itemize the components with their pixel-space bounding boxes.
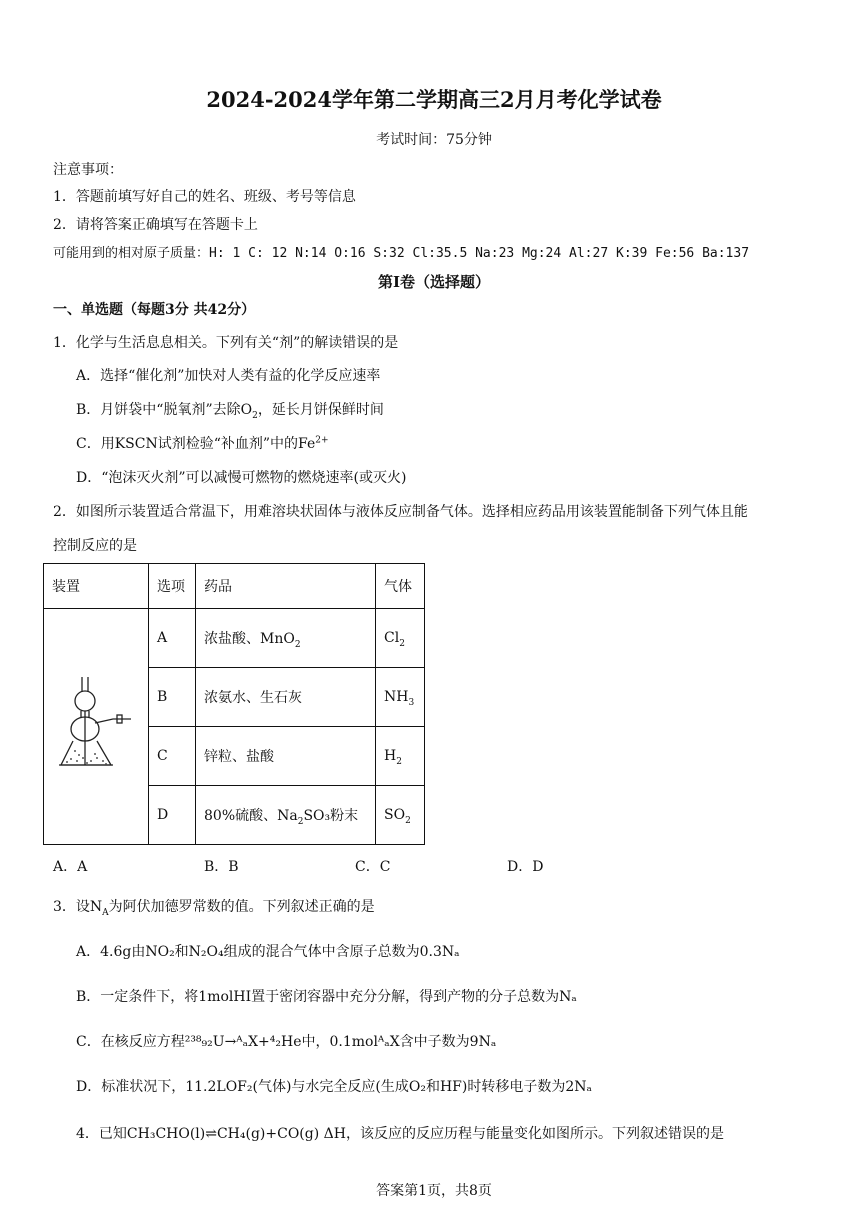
- q3-stem-text: 3．设N: [53, 899, 103, 915]
- q1-c-sup: 2+: [315, 435, 329, 446]
- q3-option-a: A．4.6g由NO₂和N₂O₄组成的混合气体中含原子总数为0.3Nₐ: [76, 944, 460, 960]
- part-title: 第Ⅰ卷（选择题）: [377, 273, 491, 291]
- q1-b-sub: 2: [252, 410, 258, 421]
- q3-stem: [53, 897, 375, 917]
- header-option: 选项: [149, 564, 196, 609]
- reagent-d-text: 80%硫酸、Na: [204, 808, 298, 824]
- q1-option-d: D．“泡沫灭火剂”可以减慢可燃物的燃烧速率(或灭火): [76, 470, 407, 486]
- q2-option-d: D．D: [507, 859, 544, 875]
- q2-option-c: C．C: [355, 859, 391, 875]
- exam-title: 2024-2024学年第二学期高三2月月考化学试卷: [206, 87, 662, 112]
- reagent-a-sub: 2: [294, 639, 301, 650]
- option-a: A: [149, 609, 196, 668]
- reagent-a: [196, 609, 376, 668]
- note-item-2: 2．请将答案正确填写在答题卡上: [53, 217, 258, 233]
- atomic-masses: 可能用到的相对原子质量：H: 1 C: 12 N:14 O:16 S:32 Cl:35.5 Na:23 Mg:24 Al:27 K:39 Fe:56 Ba:137: [53, 246, 750, 261]
- gas-c: [376, 727, 425, 786]
- reagent-a-text: 浓盐酸、MnO: [204, 631, 295, 647]
- table-row: [44, 609, 425, 668]
- q3-stem-sub: A: [102, 907, 109, 918]
- section-heading: 一、单选题（每题3分 共42分）: [53, 302, 256, 318]
- q3-stem-post: 为阿伏加德罗常数的值。下列叙述正确的是: [108, 899, 375, 915]
- q3-option-d: D．标准状况下，11.2LOF₂(气体)与水完全反应(生成O₂和HF)时转移电子数为2Nₐ: [76, 1079, 592, 1095]
- q1-b-text-post: ，延长月饼保鲜时间: [257, 402, 384, 418]
- gas-a: [376, 609, 425, 668]
- q1-b-text: B．月饼袋中“脱氧剂”去除O: [76, 402, 253, 418]
- note-item-1: 1．答题前填写好自己的姓名、班级、考号等信息: [53, 189, 356, 205]
- kipp-apparatus-icon: [51, 665, 141, 785]
- header-apparatus: 装置: [44, 564, 149, 609]
- header-reagents: 药品: [196, 564, 376, 609]
- reagent-b: 浓氨水、生石灰: [196, 668, 376, 727]
- option-b: B: [149, 668, 196, 727]
- q4-stem: 4．已知CH₃CHO(l)⇌CH₄(g)+CO(g) ΔH，该反应的反应历程与能量变化如图所示。下列叙述错误的是: [76, 1126, 724, 1142]
- q2-stem-line1: 2．如图所示装置适合常温下，用难溶块状固体与液体反应制备气体。选择相应药品用该装置能制备下列气体且能: [53, 504, 748, 520]
- q2-option-b: B．B: [204, 859, 239, 875]
- gas-b-text: NH: [384, 689, 409, 705]
- q2-table: [43, 563, 425, 845]
- header-gas: 气体: [376, 564, 425, 609]
- reagent-c: 锌粒、盐酸: [196, 727, 376, 786]
- gas-b: [376, 668, 425, 727]
- gas-a-sub: 2: [399, 638, 405, 649]
- reagent-d-sub: 2: [297, 816, 304, 827]
- option-d: D: [149, 786, 196, 845]
- reagent-d-text-post: SO₃粉末: [303, 808, 359, 824]
- gas-d: [376, 786, 425, 845]
- q1-option-a: A．选择“催化剂”加快对人类有益的化学反应速率: [76, 368, 381, 384]
- reagent-d: [196, 786, 376, 845]
- notes-heading: 注意事项：: [53, 162, 123, 178]
- gas-b-sub: 3: [408, 697, 415, 708]
- gas-a-text: Cl: [384, 630, 400, 646]
- gas-c-text: H: [384, 748, 397, 764]
- q1-stem: 1．化学与生活息息相关。下列有关“剂”的解读错误的是: [53, 335, 399, 351]
- option-c: C: [149, 727, 196, 786]
- q2-stem-line2: 控制反应的是: [53, 538, 137, 554]
- q3-option-b: B．一定条件下，将1molHI置于密闭容器中充分分解，得到产物的分子总数为Nₐ: [76, 989, 577, 1005]
- gas-d-text: SO: [384, 807, 406, 823]
- q2-option-a: A．A: [53, 859, 88, 875]
- table-header-row: [44, 564, 425, 609]
- exam-duration: 考试时间：75分钟: [376, 132, 492, 148]
- q1-c-text: C．用KSCN试剂检验“补血剂”中的Fe: [76, 436, 316, 452]
- page-footer: 答案第1页，共8页: [376, 1183, 492, 1199]
- gas-c-sub: 2: [396, 756, 402, 767]
- q3-option-c: C．在核反应方程²³⁸₉₂U→ᴬₐX+⁴₂He中，0.1molᴬₐX含中子数为9Nₐ: [76, 1034, 497, 1050]
- q1-option-c: [76, 434, 329, 454]
- q1-option-b: [76, 400, 384, 420]
- gas-d-sub: 2: [405, 815, 411, 826]
- apparatus-cell: [44, 609, 149, 845]
